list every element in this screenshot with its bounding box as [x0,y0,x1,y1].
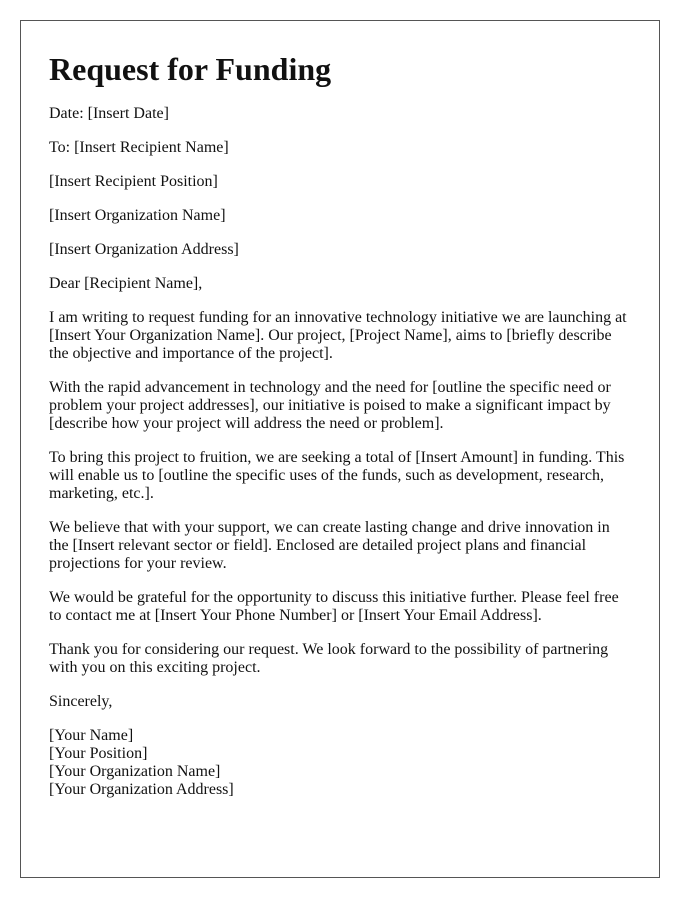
recipient-name: To: [Insert Recipient Name] [49,139,229,156]
salutation: Dear [Recipient Name], [49,275,203,292]
body-paragraph-5: We would be grateful for the opportunity to discuss this initiative further. Please feel free to contact me at [Insert Your Phone Number] or [Insert Your Email Address]. [49,589,619,624]
date-line: Date: [Insert Date] [49,105,169,122]
signature-organization: [Your Organization Name] [49,763,221,780]
signature-name: [Your Name] [49,727,134,744]
letter-title: Request for Funding [49,51,332,87]
recipient-position: [Insert Recipient Position] [49,173,218,190]
body-paragraph-2: With the rapid advancement in technology and the need for [outline the specific need or problem your project addresses], our initiative is poised to make a significant impact by [describe how your project will address the need or problem]. [49,379,611,432]
closing: Sincerely, [49,693,113,710]
signature-position: [Your Position] [49,745,148,762]
body-paragraph-4: We believe that with your support, we can create lasting change and drive innovation in the [Insert relevant sector or field]. Enclosed are detailed project plans and financial projections for your review. [49,519,610,572]
recipient-organization: [Insert Organization Name] [49,207,226,224]
body-paragraph-6: Thank you for considering our request. We look forward to the possibility of partnering with you on this exciting project. [49,641,609,676]
recipient-address: [Insert Organization Address] [49,241,239,258]
body-paragraph-1: I am writing to request funding for an innovative technology initiative we are launching at [Insert Your Organization Name]. Our project, [Project Name], aims to [briefly describe the objective and importance of the project]. [49,309,627,362]
signature-address: [Your Organization Address] [49,781,234,798]
body-paragraph-3: To bring this project to fruition, we are seeking a total of [Insert Amount] in funding. This will enable us to [outline the specific uses of the funds, such as development, research, marketing, etc.]. [49,449,625,502]
letter-page [20,20,660,878]
